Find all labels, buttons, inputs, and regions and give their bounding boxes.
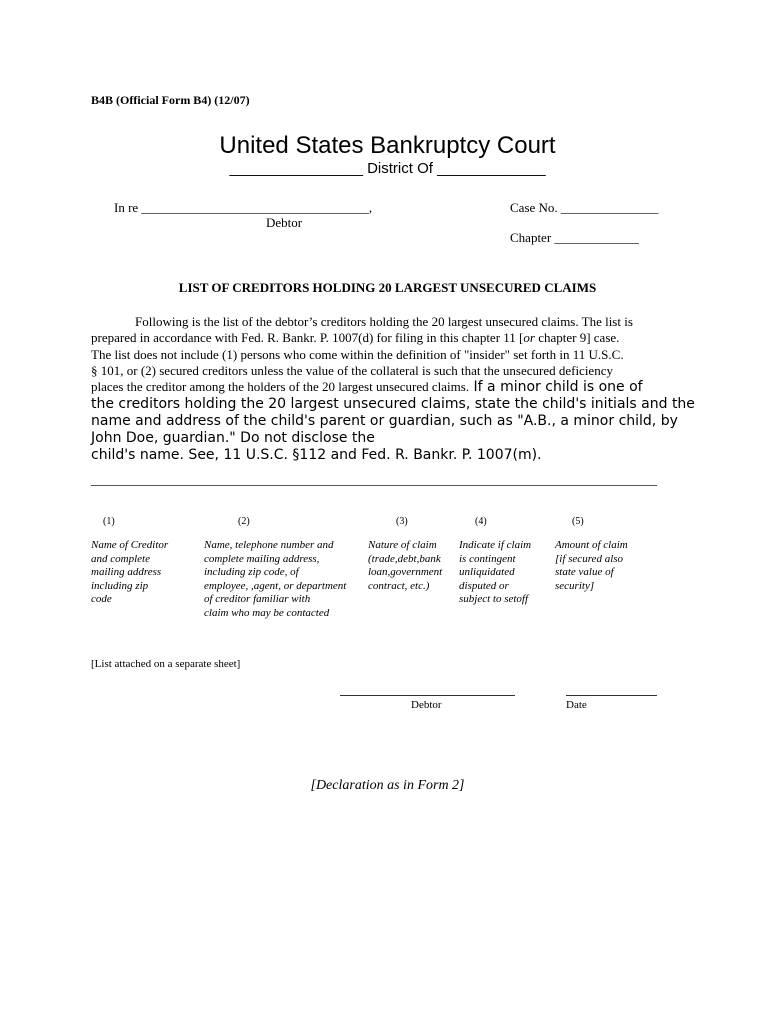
- paragraph-line-2: [91, 330, 691, 346]
- column-4-line: disputed or: [459, 579, 509, 592]
- column-3-number: (3): [396, 516, 408, 527]
- column-1-line: and complete: [91, 552, 150, 565]
- paragraph-or: or: [523, 330, 535, 346]
- paragraph-line-1: Following is the list of the debtor’s creditors holding the 20 largest unsecured claims. The list is: [135, 314, 633, 329]
- list-attached-note: [List attached on a separate sheet]: [91, 658, 241, 670]
- form-id: B4B (Official Form B4) (12/07): [91, 93, 250, 107]
- column-5-line: state value of: [555, 566, 614, 578]
- divider-line: [91, 485, 657, 486]
- column-4-number: (4): [475, 516, 487, 527]
- column-5-description: [555, 539, 655, 593]
- paragraph-line-3: The list does not include (1) persons who come within the definition of "insider" set forth in 11 U.S.C.: [91, 346, 624, 362]
- declaration-note: [Declaration as in Form 2]: [310, 778, 465, 793]
- date-signature-line: [566, 695, 657, 696]
- column-2-line: claim who may be contacted: [204, 606, 330, 619]
- court-title: United States Bankruptcy Court: [219, 132, 556, 159]
- column-5-line: [if secured also: [555, 552, 624, 565]
- in-re-line: In re ___________________________________,: [114, 200, 373, 215]
- case-number: Case No. _______________: [510, 200, 659, 215]
- column-3-line: loan,government: [368, 566, 443, 578]
- column-2-description: [204, 539, 364, 620]
- column-1-number: (1): [103, 516, 115, 527]
- column-1-line: Name of Creditor: [91, 539, 169, 551]
- debtor-caption: Debtor: [266, 215, 303, 230]
- column-3-description: [368, 539, 458, 593]
- column-3-line: (trade,debt,bank: [368, 552, 441, 565]
- paragraph-line-5: [91, 379, 691, 396]
- column-2-line: of creditor familiar with: [204, 593, 311, 605]
- debtor-signature-label: Debtor: [411, 699, 442, 711]
- column-2-number: (2): [238, 516, 250, 527]
- column-4-line: is contingent: [459, 552, 516, 565]
- paragraph-line-2-text: prepared in accordance with Fed. R. Bankr. P. 1007(d) for filing in this chapter 11 [: [91, 330, 524, 346]
- list-title: LIST OF CREDITORS HOLDING 20 LARGEST UNSECURED CLAIMS: [178, 280, 597, 295]
- minor-child-note-line-5: child's name. See, 11 U.S.C. §112 and Fed. R. Bankr. P. 1007(m).: [91, 447, 542, 464]
- column-2-line: complete mailing address,: [204, 552, 320, 565]
- column-4-line: subject to setoff: [459, 593, 529, 605]
- column-5-number: (5): [572, 516, 584, 527]
- district-line: ________________ District Of _____________: [229, 160, 546, 177]
- minor-child-note-line-4: John Doe, guardian." Do not disclose the: [91, 430, 375, 447]
- column-5-line: Amount of claim: [555, 539, 628, 551]
- column-1-description: [91, 539, 201, 607]
- column-4-description: [459, 539, 554, 607]
- paragraph-line-4: § 101, or (2) secured creditors unless the value of the collateral is such that the unsecured deficiency: [91, 362, 613, 378]
- minor-child-note-start: If a minor child is one of: [469, 379, 643, 396]
- date-signature-label: Date: [566, 699, 587, 711]
- column-2-line: including zip code, of: [204, 566, 299, 578]
- instructions-paragraph: [91, 314, 695, 464]
- column-2-line: Name, telephone number and: [204, 539, 334, 551]
- column-5-line: security]: [555, 579, 595, 592]
- paragraph-line-2-tail: chapter 9] case.: [534, 330, 620, 346]
- column-1-line: code: [91, 593, 112, 605]
- column-4-line: unliquidated: [459, 566, 515, 578]
- minor-child-note-line-3: name and address of the child's parent or guardian, such as "A.B., a minor child, by: [91, 413, 678, 430]
- debtor-signature-line: [340, 695, 515, 696]
- column-1-line: mailing address: [91, 566, 162, 578]
- paragraph-line-5-serif: places the creditor among the holders of the 20 largest unsecured claims.: [91, 379, 470, 395]
- column-2-line: employee, ,agent, or department: [204, 579, 347, 592]
- minor-child-note-line-2: the creditors holding the 20 largest unsecured claims, state the child's initials and the: [91, 396, 695, 413]
- column-3-line: contract, etc.): [368, 579, 430, 592]
- column-1-line: including zip: [91, 579, 149, 592]
- column-3-line: Nature of claim: [368, 539, 437, 551]
- chapter-line: Chapter _____________: [510, 230, 639, 245]
- column-4-line: Indicate if claim: [459, 539, 532, 551]
